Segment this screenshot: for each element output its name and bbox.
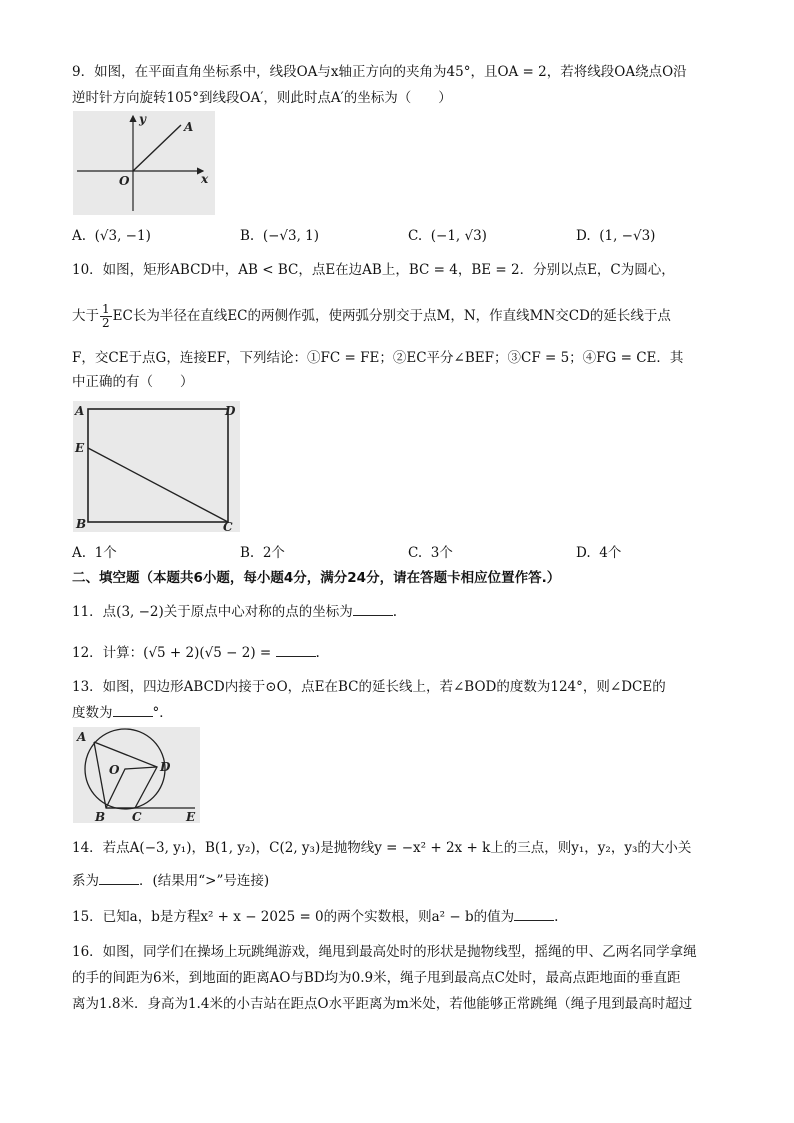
- label-o: O: [119, 174, 130, 188]
- q13-line-1: 13．如图，四边形ABCD内接于⊙O，点E在BC的延长线上，若∠BOD的度数为124°，则∠DCE的: [72, 679, 666, 695]
- label-c: C: [132, 810, 142, 823]
- label-d: D: [225, 404, 236, 418]
- section-heading: 二、填空题（本题共6小题，每小题4分，满分24分，请在答题卡相应位置作答.）: [72, 570, 561, 586]
- q12-line: 12．计算：(√5 + 2)(√5 − 2) = .: [72, 645, 320, 661]
- label-a: A: [75, 404, 85, 418]
- q9-option-b[interactable]: B. (−√3, 1): [240, 228, 320, 244]
- label-e: E: [75, 441, 85, 455]
- q9-line-1: 9．如图，在平面直角坐标系中，线段OA与x轴正方向的夹角为45°，且OA = 2，若将线段OA绕点O沿: [72, 64, 687, 80]
- q10-figure: [73, 401, 240, 532]
- q13-circle-diagram: [73, 727, 200, 823]
- q13-figure: [73, 727, 200, 823]
- label-x: x: [201, 172, 209, 186]
- q16-line-1: 16．如图，同学们在操场上玩跳绳游戏，绳甩到最高处时的形状是抛物线型，摇绳的甲、乙两名同学拿绳: [72, 944, 697, 960]
- q16-line-2: 的手的间距为6米，到地面的距离AO与BD均为0.9米，绳子甩到最高点C处时，最高点距地面的垂直距: [72, 970, 681, 986]
- answer-blank[interactable]: [353, 602, 393, 616]
- segment-ec: [88, 448, 228, 522]
- q9-figure: [73, 111, 215, 215]
- fraction-half: $\frac{1}{2}$: [102, 302, 110, 330]
- q13-line-2: 度数为 °．: [72, 705, 173, 721]
- q10-option-d[interactable]: D. 4个: [576, 545, 622, 561]
- q10-line-4: 中正确的有（ ）: [72, 374, 194, 390]
- answer-blank[interactable]: [514, 907, 554, 921]
- q10-option-b[interactable]: B. 2个: [240, 545, 285, 561]
- q10-line-2: 大于 $\frac{1}{2}$ EC长为半径在直线EC的两侧作弧，使两弧分别交于点M，N，作直线MN交CD的延长线于点: [72, 302, 671, 330]
- answer-blank[interactable]: [276, 643, 316, 657]
- q9-option-c[interactable]: C. (−1, √3): [408, 228, 487, 244]
- q16-line-3: 离为1.8米．身高为1.4米的小吉站在距点O水平距离为m米处，若他能够正常跳绳（绳子甩到最高时超过: [72, 996, 693, 1012]
- q9-option-d[interactable]: D. (1, −√3): [576, 228, 656, 244]
- q14-line-2: 系为 ．(结果用“>”号连接): [72, 873, 270, 889]
- q14-line-1: 14．若点A(−3, y₁)，B(1, y₂)，C(2, y₃)是抛物线y = −x² + 2x + k上的三点，则y₁，y₂，y₃的大小关: [72, 840, 692, 856]
- q11-line: 11．点(3, −2)关于原点中心对称的点的坐标为 .: [72, 604, 398, 620]
- label-a: A: [184, 120, 194, 134]
- q10-rectangle-diagram: [73, 401, 240, 532]
- q10-line-1: 10．如图，矩形ABCD中，AB < BC，点E在边AB上，BC = 4，BE = 2．分别以点E，C为圆心，: [72, 262, 675, 278]
- q9-coordinate-diagram: [73, 111, 215, 215]
- label-d: D: [160, 760, 171, 774]
- q10-option-a[interactable]: A. 1个: [72, 545, 117, 561]
- answer-blank[interactable]: [113, 703, 153, 717]
- label-e: E: [186, 810, 196, 823]
- label-o: O: [109, 763, 120, 777]
- label-b: B: [76, 517, 87, 531]
- q9-line-2: 逆时针方向旋转105°到线段OA′，则此时点A′的坐标为（ ）: [72, 90, 452, 106]
- label-b: B: [95, 810, 106, 823]
- rectangle-abcd: [88, 409, 228, 522]
- label-c: C: [223, 520, 233, 532]
- q10-option-c[interactable]: C. 3个: [408, 545, 453, 561]
- q15-line: 15．已知a，b是方程x² + x − 2025 = 0的两个实数根，则a² − b的值为 .: [72, 909, 559, 925]
- label-y: y: [139, 112, 146, 126]
- q9-option-a[interactable]: A. (√3, −1): [72, 228, 151, 244]
- quadrilateral-abcd: [94, 742, 157, 808]
- q10-line-3: F，交CE于点G，连接EF，下列结论：①FC = FE；②EC平分∠BEF；③CF = 5；④FG = CE．其: [72, 350, 684, 366]
- answer-blank[interactable]: [99, 871, 139, 885]
- label-a: A: [77, 730, 87, 744]
- segment-oa: [133, 125, 181, 171]
